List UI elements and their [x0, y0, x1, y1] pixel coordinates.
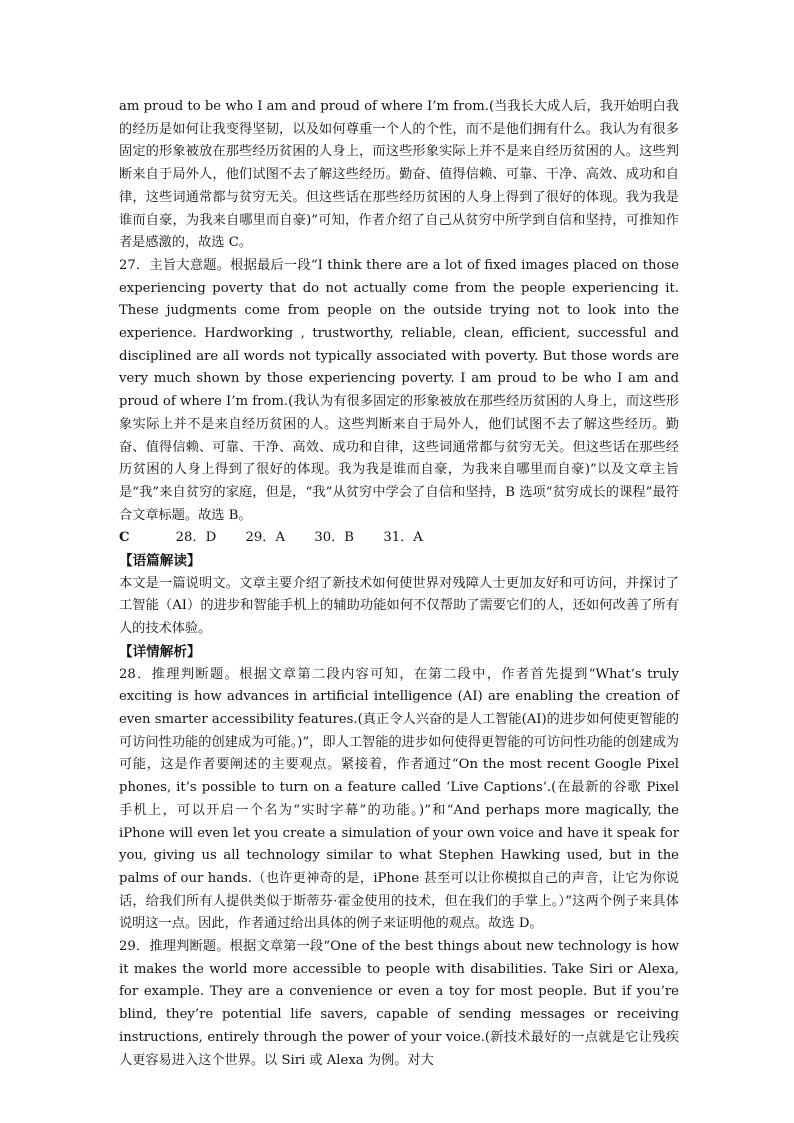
section-heading-passage-interpretation: 【语篇解读】 — [119, 553, 201, 570]
paragraph-question-27-explanation: 27．主旨大意题。根据最后一段“I think there are a lot of fixed images placed on those experiencing poverty that do not actually come from the people experiencing it. These judgments come from people on the outside trying not to look into the experience. Hardworking , trustworthy, reliable, clean, efficient, successful and disciplined are all words not typically associated with poverty. But those words are very much shown by those experiencing poverty. I am proud to be who I am and proud of where I’m from.(我认为有很多固定的形象被放在那些经历贫困的人身上，而这些形象实际上并不是来自经历贫困的人。这些判断来自于局外人，他们试图不去了解这些经历。勤奋、值得信赖、可靠、干净、高效、成功和自律，这些词通常都与贫穷无关。但这些话在那些经历贫困的人身上得到了很好的体现。我为我是谁而自豪，为我来自哪里而自豪)”以及文章主旨是“我”来自贫穷的家庭，但是，“我”从贫穷中学会了自信和坚持，B 选项“贫穷成长的课程”最符合文章标题。故选 B。 — [119, 257, 679, 523]
answer-key-first: C — [119, 530, 130, 546]
paragraph-answer-26-explanation-end: am proud to be who I am and proud of where I’m from.(当我长大成人后，我开始明白我的经历是如何让我变得坚韧，以及如何尊重一个人的个性，而不是他们拥有什么。我认为有很多固定的形象被放在那些经历贫困的人身上，而这些形象实际上并不是来自经历贫困的人。这些判断来自于局外人，他们试图不去了解这些经历。勤奋、值得信赖、可靠、干净、高效、成功和自律，这些词通常都与贫穷无关。但这些话在那些经历贫困的人身上得到了很好的体现。我为我是谁而自豪，为我来自哪里而自豪)”可知，作者介绍了自己从贫穷中所学到自信和坚持，可推知作者是感激的，故选 C。 — [119, 99, 679, 251]
section-heading-detailed-analysis: 【详情解析】 — [119, 643, 201, 660]
document-page — [119, 96, 679, 1072]
paragraph-question-29-explanation: 29．推理判断题。根据文章第一段“One of the best things about new technology is how it makes the world more accessible to people with disabilities. Take Siri or Alexa, for example. They are a convenience or even a toy for most people. But if you’re blind, they’re potential life savers, capable of sending messages or receiving instructions, entirely through the power of your voice.(新技术最好的一点就是它让残疾人更容易进入这个世界。以 Siri 或 Alexa 为例。对大 — [119, 939, 679, 1068]
paragraph-question-28-explanation: 28．推理判断题。根据文章第二段内容可知，在第二段中，作者首先提到“What’s truly exciting is how advances in artificial intelligence (AI) are enabling the creation of even smarter accessibility features.(真正令人兴奋的是人工智能(AI)的进步如何使更智能的可访问性功能的创建成为可能。)”，即人工智能的进步如何使得更智能的可访问性功能的创建成为可能，这是作者要阐述的主要观点。紧接着，作者通过“On the most recent Google Pixel phones, it’s possible to turn on a feature called ‘Live Captions’.(在最新的谷歌 Pixel 手机上，可以开启一个名为“实时字幕”的功能。)”和“And perhaps more magically, the iPhone will even let you create a simulation of your own voice and have it speak for you, giving us all technology similar to what Stephen Hawking used, but in the palms of our hands.（也许更神奇的是，iPhone 甚至可以让你模拟自己的声音，让它为你说话，给我们所有人提供类似于斯蒂芬·霍金使用的技术，但在我们的手掌上。）”这两个例子来具体说明这一点。因此，作者通过给出具体的例子来证明他的观点。故选 D。 — [119, 666, 679, 932]
answer-key-rest: 28．D 29．A 30．B 31．A — [129, 530, 423, 546]
answer-key-line — [119, 527, 679, 550]
paragraph-passage-summary: 本文是一篇说明文。文章主要介绍了新技术如何使世界对残障人士更加友好和可访问，并探讨了工智能（AI）的进步和智能手机上的辅助功能如何不仅帮助了需要它们的人，还如何改善了所有人的技术体验。 — [119, 575, 679, 637]
